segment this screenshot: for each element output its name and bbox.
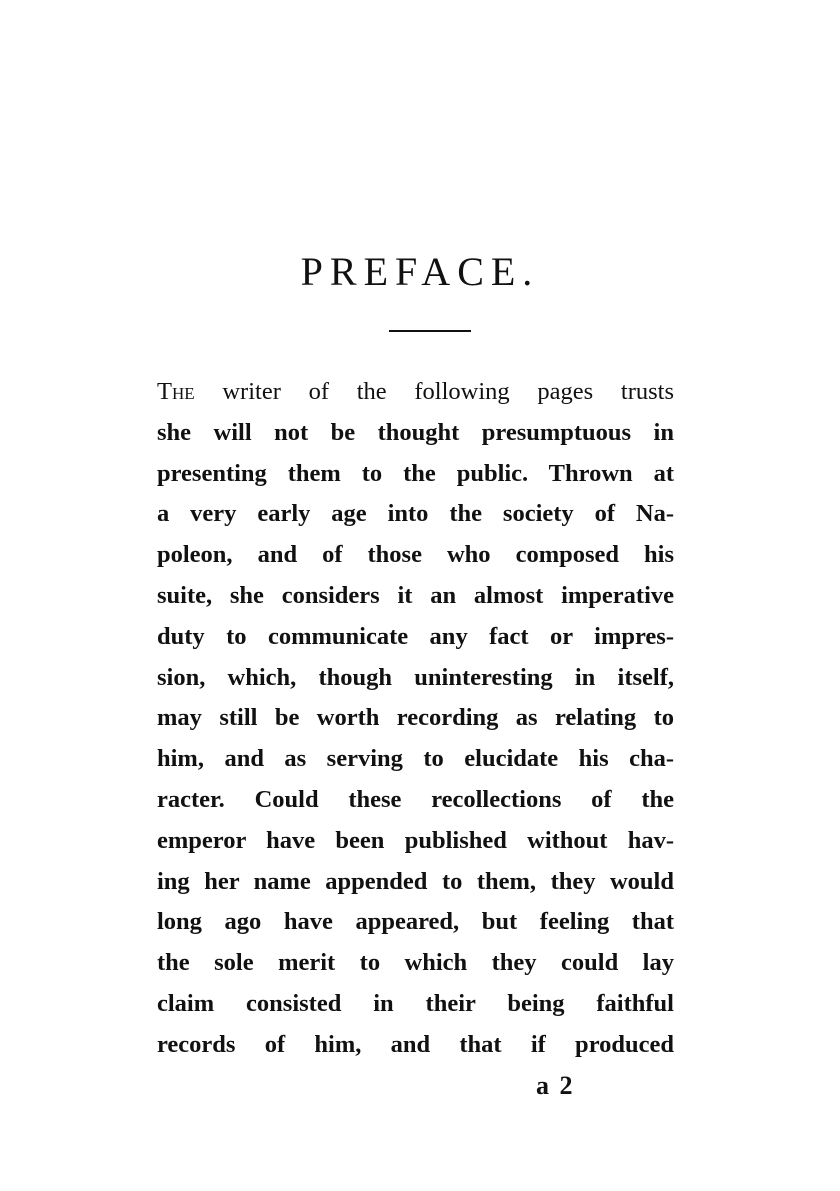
text-line-12: emperor have been published without hav- (157, 826, 674, 854)
text-line-5: poleon, and of those who composed his (157, 541, 674, 569)
text-line-1 (157, 372, 674, 413)
text-line-17: records of him, and that if produced (157, 1030, 674, 1058)
preface-body (157, 372, 674, 1066)
text-line-2: she will not be thought presumptuous in (157, 418, 674, 446)
text-line-15: the sole merit to which they could lay (157, 949, 674, 977)
text-line-14: long ago have appeared, but feeling that (157, 908, 674, 936)
page-title: PREFACE. (300, 249, 540, 294)
text-line-9: may still be worth recording as relating to (157, 704, 674, 732)
title-rule (389, 330, 471, 332)
text-line-6: suite, she considers it an almost imperative (157, 581, 674, 609)
text-line-11: racter. Could these recollections of the (157, 785, 674, 813)
text-line-3: presenting them to the public. Thrown at (157, 459, 674, 487)
text-line-7: duty to communicate any fact or impres- (157, 622, 674, 650)
text-line-4: a very early age into the society of Na- (157, 500, 674, 528)
text-line-10: him, and as serving to elucidate his cha- (157, 745, 674, 773)
text-line-8: sion, which, though uninteresting in itself, (157, 663, 674, 691)
line-text: writer of the following pages trusts (194, 378, 674, 405)
text-line-16: claim consisted in their being faithful (157, 989, 674, 1017)
text-line-13: ing her name appended to them, they would (157, 867, 674, 895)
signature-mark: a 2 (536, 1071, 575, 1100)
first-word: The (157, 378, 195, 405)
